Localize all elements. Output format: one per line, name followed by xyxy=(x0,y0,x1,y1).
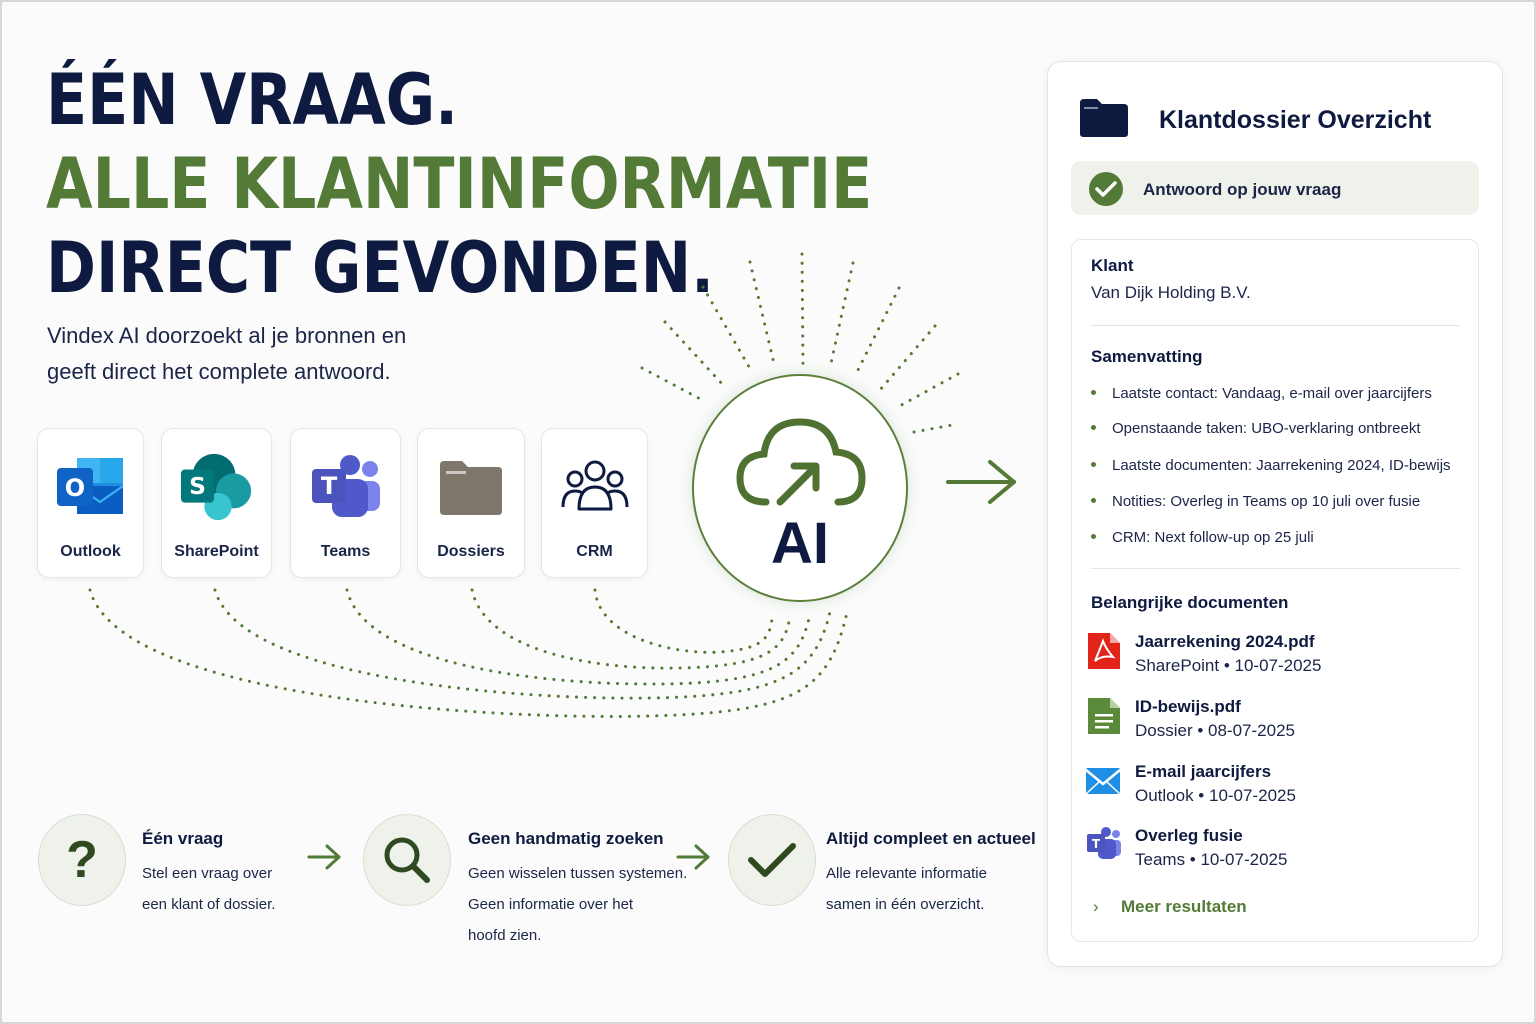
result-card xyxy=(1071,239,1479,942)
document-name[interactable]: Overleg fusie xyxy=(1135,826,1243,845)
cloud-arrow-icon xyxy=(736,416,866,512)
klant-value: Van Dijk Holding B.V. xyxy=(1091,283,1251,302)
svg-text:T: T xyxy=(320,472,337,500)
headline-line-3: DIRECT GEVONDEN. xyxy=(46,227,715,309)
klant-heading: Klant xyxy=(1091,256,1134,275)
question-icon: ? xyxy=(66,831,98,889)
step-check-circle xyxy=(728,814,816,906)
step-desc-line: hoofd zien. xyxy=(468,927,542,944)
document-meta: Dossier • 08-07-2025 xyxy=(1135,721,1295,740)
folder-icon xyxy=(433,449,509,525)
teams-icon xyxy=(1086,826,1122,866)
people-icon xyxy=(557,449,633,525)
check-icon xyxy=(745,838,799,882)
step-desc-line: Geen informatie over het xyxy=(468,896,634,913)
source-dossiers[interactable] xyxy=(417,428,525,578)
ai-label: AI xyxy=(771,511,829,576)
document-meta: Teams • 10-07-2025 xyxy=(1135,850,1288,869)
step-search-circle xyxy=(363,814,451,906)
summary-heading: Samenvatting xyxy=(1091,347,1203,366)
step-desc-line: een klant of dossier. xyxy=(142,896,276,913)
summary-item: Laatste documenten: Jaarrekening 2024, ID-bewijs xyxy=(1091,457,1451,474)
check-circle-icon xyxy=(1088,171,1124,207)
subtitle-line-2: geeft direct het complete antwoord. xyxy=(47,359,391,384)
step-desc-line: Geen wisselen tussen systemen. xyxy=(468,865,688,882)
step-title: Geen handmatig zoeken xyxy=(468,829,664,848)
summary-item: CRM: Next follow-up op 25 juli xyxy=(1091,529,1314,546)
summary-item: Openstaande taken: UBO-verklaring ontbreekt xyxy=(1091,420,1421,437)
source-teams[interactable] xyxy=(290,428,401,578)
divider xyxy=(1091,325,1460,326)
source-crm[interactable] xyxy=(541,428,648,578)
step-question-circle xyxy=(38,814,126,906)
summary-item: Notities: Overleg in Teams op 10 juli over fusie xyxy=(1091,493,1420,510)
document-icon xyxy=(1086,696,1122,736)
source-label: Dossiers xyxy=(437,543,505,560)
panel-title: Klantdossier Overzicht xyxy=(1159,106,1432,134)
source-sharepoint[interactable] xyxy=(161,428,272,578)
headline-line-1: ÉÉN VRAAG. xyxy=(46,59,458,141)
step-description xyxy=(468,858,687,951)
step-desc-line: Stel een vraag over xyxy=(142,865,273,882)
document-name[interactable]: E-mail jaarcijfers xyxy=(1135,762,1272,781)
documents-heading: Belangrijke documenten xyxy=(1091,593,1289,612)
step-desc-line: samen in één overzicht. xyxy=(826,896,985,913)
folder-icon xyxy=(1079,98,1129,138)
svg-text:S: S xyxy=(188,471,206,500)
outlook-icon xyxy=(53,449,129,525)
teams-icon xyxy=(308,449,384,525)
svg-text:T: T xyxy=(1091,837,1101,851)
subtitle-line-1: Vindex AI doorzoekt al je bronnen en xyxy=(47,323,407,348)
answer-text: Antwoord op jouw vraag xyxy=(1143,180,1342,199)
document-name[interactable]: ID-bewijs.pdf xyxy=(1135,697,1241,716)
source-label: Outlook xyxy=(60,543,121,560)
chevron-right-icon[interactable]: › xyxy=(1093,897,1099,916)
mail-icon xyxy=(1085,762,1121,802)
more-results-link[interactable]: Meer resultaten xyxy=(1121,897,1247,916)
step-description xyxy=(142,858,275,920)
search-icon xyxy=(379,832,435,888)
document-name[interactable]: Jaarrekening 2024.pdf xyxy=(1135,632,1315,651)
headline-line-2: ALLE KLANTINFORMATIE xyxy=(46,143,873,225)
source-outlook[interactable] xyxy=(37,428,144,578)
step-title: Één vraag xyxy=(142,829,224,848)
divider xyxy=(1091,568,1460,569)
document-meta: Outlook • 10-07-2025 xyxy=(1135,786,1296,805)
step-description xyxy=(826,858,987,920)
sharepoint-icon xyxy=(179,449,255,525)
summary-item: Laatste contact: Vandaag, e-mail over jaarcijfers xyxy=(1091,385,1432,402)
source-label: SharePoint xyxy=(174,543,259,560)
source-label: Teams xyxy=(320,543,371,560)
source-label: CRM xyxy=(576,543,613,560)
step-title: Altijd compleet en actueel xyxy=(826,829,1036,848)
pdf-icon xyxy=(1086,631,1122,671)
svg-text:O: O xyxy=(64,474,85,502)
step-desc-line: Alle relevante informatie xyxy=(826,865,987,882)
document-meta: SharePoint • 10-07-2025 xyxy=(1135,656,1322,675)
